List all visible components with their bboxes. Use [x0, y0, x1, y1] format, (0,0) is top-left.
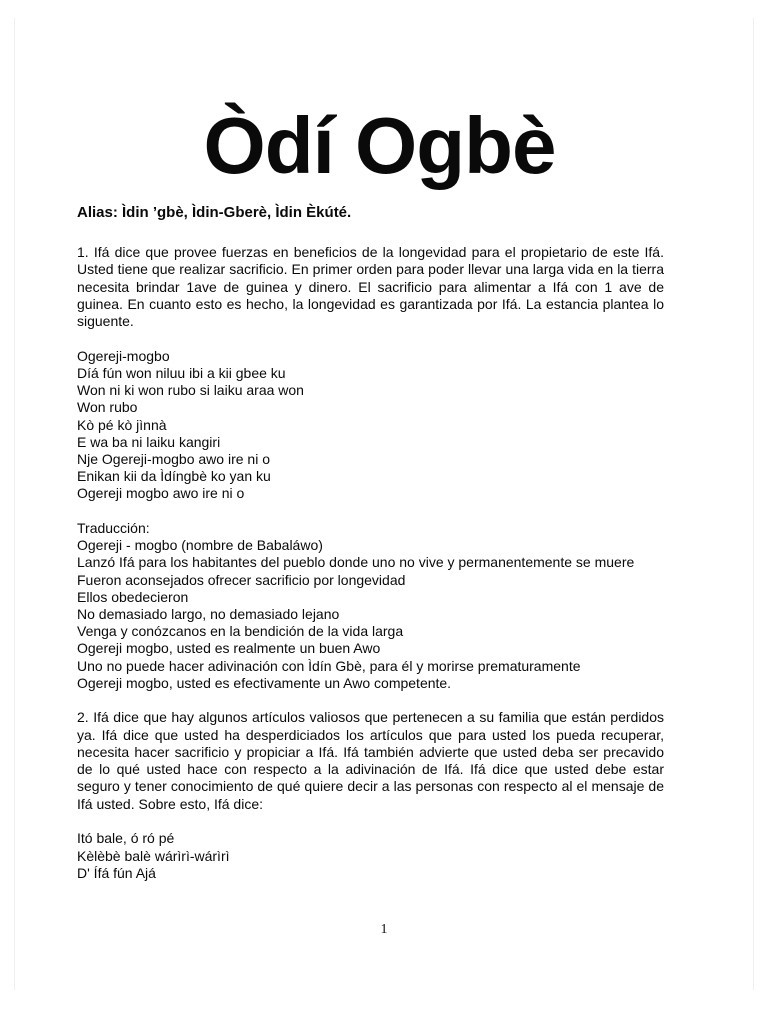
- page-content: [77, 95, 664, 899]
- verse-line: Itó bale, ó ró pé: [77, 830, 175, 847]
- paragraph-1: 1. Ifá dice que provee fuerzas en beneficios de la longevidad para el propietario de este Ifá. Usted tiene que realizar sacrificio. En primer orden para poder llevar una larga vida en la tierra necesita brindar 1ave de guinea y dinero. El sacrificio para alimentar a Ifá con 1 ave de guinea. En cuanto esto es hecho, la longevidad es garantizada por Ifá. La estancia plantea lo siguente.: [77, 244, 664, 330]
- translation-line: Ellos obedecieron: [77, 588, 189, 605]
- verse-1: [77, 348, 664, 503]
- verse-line: Ogereji-mogbo: [77, 347, 170, 364]
- translation-heading: Traducción:: [77, 519, 150, 536]
- translation-line: Ogereji mogbo, usted es efectivamente un Awo competente.: [77, 674, 452, 691]
- document-title: Òdí Ogbè: [203, 101, 556, 190]
- verse-line: Enikan kii da Ìdíngbè ko yan ku: [77, 468, 271, 485]
- translation-block: [77, 520, 664, 692]
- translation-line: Ogereji mogbo, usted es realmente un buen Awo: [77, 640, 381, 657]
- verse-2: [77, 830, 664, 882]
- verse-line: Kèlèbè balè wárìrì-wárìrì: [77, 847, 230, 864]
- verse-line: Díá fún won niluu ibi a kii gbee ku: [77, 364, 286, 381]
- verse-line: Nje Ogereji-mogbo awo ire ni o: [77, 451, 270, 467]
- page-number: 1: [380, 922, 388, 937]
- verse-line: D' Ífá fún Ajá: [77, 864, 156, 881]
- translation-line: No demasiado largo, no demasiado lejano: [77, 605, 340, 622]
- translation-line: Venga y conózcanos en la bendición de la vida larga: [77, 623, 404, 640]
- translation-line: Ogereji - mogbo (nombre de Babaláwo): [77, 537, 323, 554]
- translation-line: Lanzó Ifá para los habitantes del pueblo donde uno no vive y permanentemente se muere: [77, 554, 635, 571]
- paragraph-2: 2. Ifá dice que hay algunos artículos valiosos que pertenecen a su familia que están perdidos ya. Ifá dice que usted ha desperdiciados los artículos que para usted los pueda recuperar, necesita hacer sacrificio y propiciar a Ifá. Ifá también advierte que usted deba ser precavido de lo qué usted hace con respecto a la adivinación de Ifá. Ifá dice que usted debe estar seguro y tener conocimiento de qué quiere decir a las personas con respecto al el mensaje de Ifá usted. Sobre esto, Ifá dice:: [77, 709, 664, 812]
- verse-line: Won rubo: [77, 399, 138, 416]
- alias-line: Alias: Ìdin ’gbè, Ìdin-Gberè, Ìdin Èkúté.: [77, 204, 352, 221]
- verse-line: Ogereji mogbo awo ire ni o: [77, 485, 245, 502]
- translation-line: Uno no puede hacer adivinación con Ìdín Gbè, para él y morirse prematuramente: [77, 657, 581, 674]
- verse-line: Won ni ki won rubo si laiku araa won: [77, 382, 304, 399]
- verse-line: Kò pé kò jìnnà: [77, 416, 167, 433]
- verse-line: E wa ba ni laiku kangiri: [77, 433, 221, 450]
- translation-line: Fueron aconsejados ofrecer sacrificio por longevidad: [77, 571, 406, 588]
